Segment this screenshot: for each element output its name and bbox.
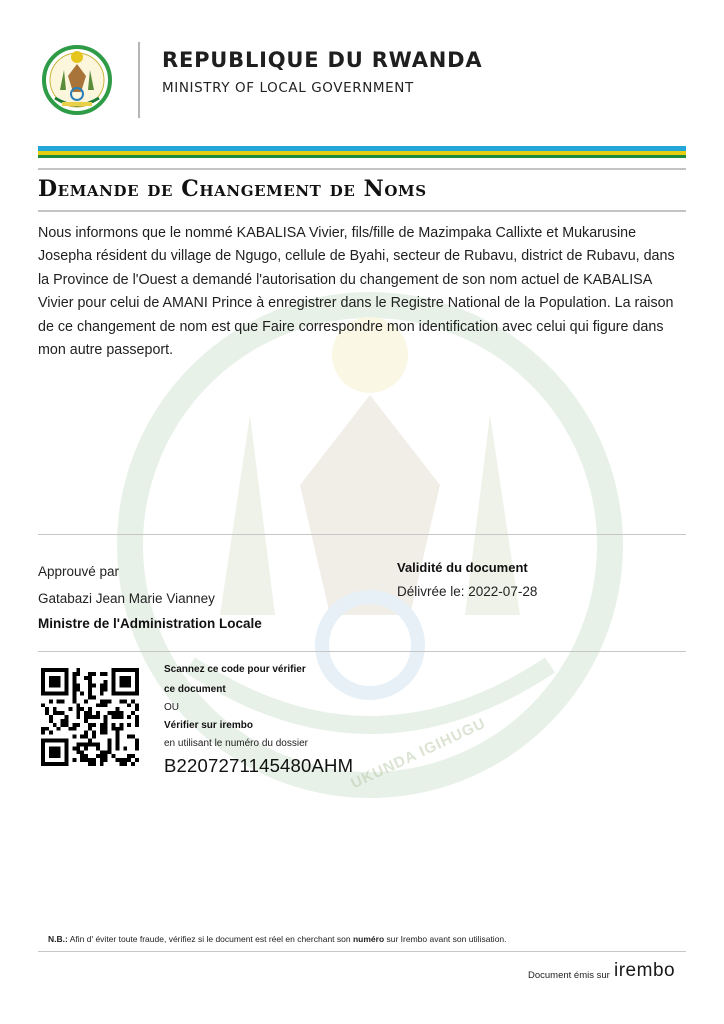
ministry-title: MINISTRY OF LOCAL GOVERNMENT xyxy=(162,80,414,96)
fraud-notice-text-end: sur Irembo avant son utilisation. xyxy=(384,934,507,944)
divider xyxy=(38,651,686,652)
approver-name: Gatabazi Jean Marie Vianney xyxy=(38,591,215,606)
scan-instruction-continued: ce document xyxy=(164,684,226,695)
scan-instruction: Scannez ce code pour vérifier xyxy=(164,664,306,675)
issued-by-label: Document émis sur xyxy=(528,970,610,981)
divider xyxy=(38,168,686,170)
rwanda-seal-icon xyxy=(40,40,114,120)
country-title: REPUBLIQUE DU RWANDA xyxy=(162,48,483,72)
verify-on-irembo-label: Vérifier sur irembo xyxy=(164,720,253,731)
approver-title: Ministre de l'Administration Locale xyxy=(38,616,262,631)
divider xyxy=(38,210,686,212)
fraud-notice xyxy=(48,934,507,944)
flag-stripe-green xyxy=(38,155,686,158)
validity-label: Validité du document xyxy=(397,560,528,575)
irembo-logo: irembo xyxy=(614,960,676,981)
divider xyxy=(38,951,686,952)
qr-code-icon[interactable] xyxy=(41,668,139,766)
dossier-number-hint: en utilisant le numéro du dossier xyxy=(164,738,308,749)
nb-label: N.B.: xyxy=(48,934,68,944)
fraud-notice-text: Afin d' éviter toute fraude, vérifiez si le document est réel en cherchant son xyxy=(67,934,353,944)
fraud-notice-emphasis: numéro xyxy=(352,934,385,944)
header-divider xyxy=(138,42,140,118)
document-body: Nous informons que le nommé KABALISA Vivier, fils/fille de Mazimpaka Callixte et Mukarusine Josepha résident du village de Ngugo, cellule de Byahi, secteur de Rubavu, district de Rubavu, dans la Province de l'Ouest a demandé l'autorisation du changement de son nom actuel de KABALISA Vivier pour celui de AMANI Prince à enregistrer dans le Registre National de la Population. La raison de ce changement de nom est que Faire correspondre mon identification avec celui qui figure dans mon autre passeport. xyxy=(38,225,675,359)
approved-by-label: Approuvé par xyxy=(38,564,120,579)
dossier-number: B2207271145480AHM xyxy=(164,755,354,776)
or-label: OU xyxy=(164,702,179,713)
issued-date: Délivrée le: 2022-07-28 xyxy=(397,584,538,599)
document-title: Demande de Changement de Noms xyxy=(38,176,427,202)
divider xyxy=(38,534,686,535)
watermark-motto: UKUNDA IGIHUGU xyxy=(348,714,489,793)
